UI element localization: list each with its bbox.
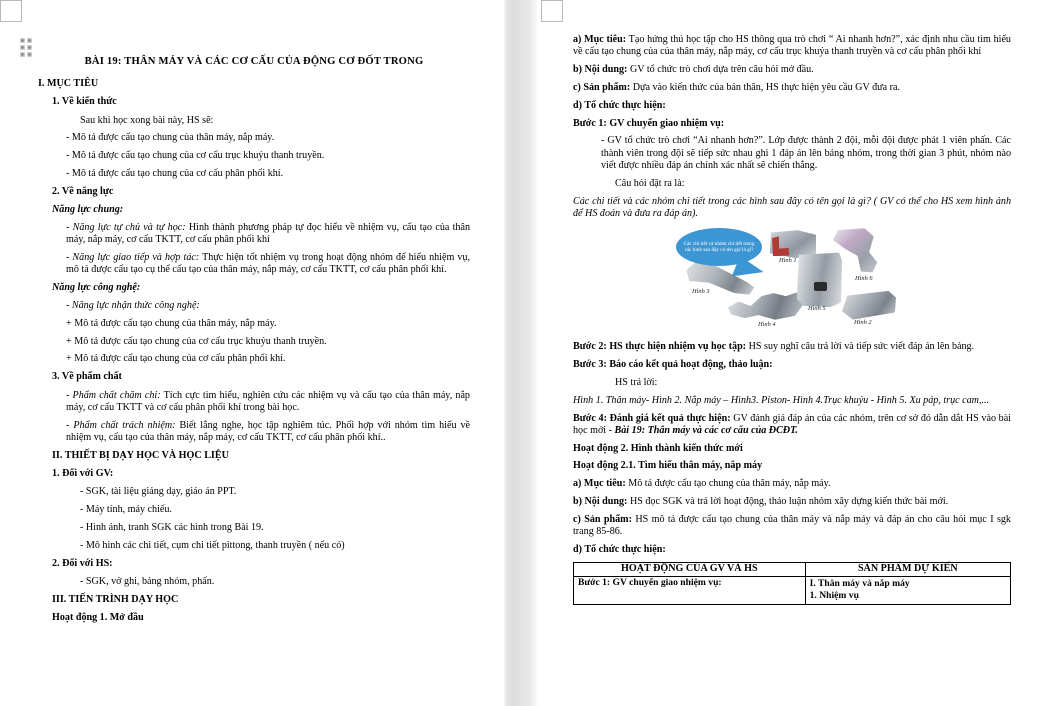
heading-to-chuc-thuc-hien: d) Tổ chức thực hiện:: [573, 99, 666, 111]
body-nang-luc-giao-tiep: Thực hiện tốt nhiệm vụ trong hoạt động nhóm để hiểu nhiệm vụ, mô tả được cấu tạo cụ thể cấu tạo của thân máy, nắp máy, cơ cấu TKTT, cơ cấu phân phối khí.: [66, 252, 470, 276]
handle-dot: [27, 45, 32, 50]
bullet-hs-1: - SGK, vở ghi, bảng nhóm, phấn.: [80, 575, 215, 587]
text-dap-an-hinh: Hình 1. Thân máy- Hình 2. Nắp máy – Hình3. Piston- Hình 4.Trục khuỷu - Hình 5. Xu páp, trục cam,...: [573, 394, 990, 406]
para-nang-luc-tu-chu: [38, 222, 470, 247]
heading-doi-voi-hs: 2. Đối với HS:: [52, 557, 113, 569]
page-corner-mark-top-left: [541, 0, 563, 22]
label-nang-luc-giao-tiep: - Năng lực giao tiếp và hợp tác:: [66, 252, 200, 264]
table-cell-line-2: 1. Nhiệm vụ: [809, 590, 859, 602]
handle-dot: [27, 38, 32, 43]
page-corner-mark-top-right: [0, 0, 22, 22]
label-nang-luc-tu-chu: - Năng lực tự chủ và tự học:: [66, 221, 186, 233]
body-pham-chat-cham-chi: Tích cực tìm hiểu, nghiên cứu các nhiệm vụ và cấu tạo của thân máy, nắp máy, cơ cấu TKTT và cơ cấu phân phối khí trong bài học.: [66, 389, 470, 413]
heading-hoat-dong-1: Hoạt động 1. Mở đầu: [52, 612, 144, 624]
heading-buoc-1: Bước 1: GV chuyển giao nhiệm vụ:: [573, 117, 725, 129]
document-page-right[interactable]: [541, 0, 1041, 706]
body-c-san-pham: HS mô tả được cấu tạo chung của thân máy và nắp máy và đáp án cho câu hỏi mục I sgk trang 85-86.: [573, 513, 1011, 538]
bullet-cong-nghe-3: + Mô tả được cấu tạo chung của cơ cấu phân phối khí.: [66, 353, 286, 365]
caption-hinh-5: Hình 5: [808, 305, 826, 313]
body-san-pham: Dựa vào kiến thức của bản thân, HS thực hiện yêu cầu GV đưa ra.: [630, 81, 900, 93]
label-nang-luc-nhan-thuc: - Năng lực nhận thức công nghệ:: [66, 299, 200, 311]
figure-engine-parts: [662, 228, 922, 334]
para-c-san-pham: [573, 514, 1011, 539]
bullet-kien-thuc-3: - Mô tả được cấu tạo chung của cơ cấu phân phối khí.: [66, 167, 284, 179]
heading-buoc-3: Bước 3: Báo cáo kết quả hoạt động, thảo luận:: [573, 359, 773, 371]
bullet-gv-2: - Máy tính, máy chiếu.: [80, 504, 172, 516]
body-buoc-1: - GV tổ chức trò chơi “Ai nhanh hơn?”. Lớp được thành 2 đội, mỗi đội được phát 1 viên phấn. Các thành viên trong đội sẽ tiếp sức nhau ghi 1 đáp án lên bảng nhóm, trong thời gian 3 phút, nhóm nào viết được nhiều đáp án chính xác nhất sẽ chiến thắng.: [601, 135, 1011, 171]
heading-ve-nang-luc: 2. Về năng lực: [52, 185, 114, 197]
para-buoc-2: [573, 341, 1011, 353]
table-header-row: [574, 562, 1011, 576]
body-muc-tieu: Tạo hứng thú học tập cho HS thông qua trò chơi “ Ai nhanh hơn?”, xác định nhu cầu tìm hiểu về cấu tạo chung của của thân máy, nắp máy, cơ cấu trục khuỷa thanh truyền và cơ cấu phân phối khí: [573, 34, 1011, 58]
body-noi-dung: GV tổ chức trò chơi dựa trên câu hỏi mở đầu.: [627, 64, 814, 76]
label-buoc-2: Bước 2: HS thực hiện nhiệm vụ học tập:: [573, 341, 747, 353]
caption-hinh-2: Hình 2: [854, 319, 872, 327]
label-pham-chat-trach-nhiem: - Phẩm chất trách nhiệm:: [66, 419, 176, 431]
page-corner-mark-bottom-left: [541, 0, 563, 22]
bullet-cong-nghe-1: + Mô tả được cấu tạo chung của thân máy, nắp máy.: [66, 317, 277, 329]
label-a-muc-tieu: a) Mục tiêu:: [573, 478, 626, 490]
body-buoc-4-bai-19: Bài 19: Thân máy và các cơ cấu của ĐCĐT.: [614, 424, 798, 436]
bullet-gv-3: - Hình ảnh, tranh SGK các hình trong Bài 19.: [80, 522, 264, 534]
page-corner-mark-bottom-right: [541, 0, 563, 22]
document-page-left[interactable]: [0, 0, 500, 706]
heading-nang-luc-cong-nghe: Năng lực công nghệ:: [52, 282, 141, 294]
para-b-noi-dung: [573, 496, 1011, 508]
para-pham-chat-trach-nhiem: [38, 420, 470, 445]
label-b-noi-dung: b) Nội dung:: [573, 496, 628, 508]
body-pham-chat-trach-nhiem: Biết lắng nghe, học tập nghiêm túc. Phối hợp với nhóm tìm hiểu về nhiệm vụ, cấu tạo của thân máy, nắp máy, cơ cấu TKTT, cơ cấu phân phối khí..: [66, 419, 470, 443]
para-san-pham: [573, 82, 1011, 94]
heading-d-to-chuc: d) Tổ chức thực hiện:: [573, 544, 666, 555]
para-noi-dung: [573, 64, 1011, 76]
label-muc-tieu: a) Mục tiêu:: [573, 34, 627, 45]
bullet-gv-4: - Mô hình các chi tiết, cụm chi tiết pittong, thanh truyền ( nếu có): [80, 539, 345, 551]
speech-bubble: Các chi tiết và nhóm chi tiết trong các hình sau đây có tên gọi là gì?: [676, 228, 762, 266]
bullet-kien-thuc-2: - Mô tả được cấu tạo chung của cơ cấu trục khuỷu thanh truyền.: [66, 150, 325, 162]
body-b-noi-dung: HS đọc SGK và trả lời hoạt động, thảo luận nhóm xây dựng kiến thức bài mới.: [627, 496, 949, 508]
heading-tien-trinh-day-hoc: III. TIẾN TRÌNH DẠY HỌC: [52, 593, 179, 605]
handle-dot: [20, 45, 25, 50]
heading-muc-tieu: I. MỤC TIÊU: [38, 77, 99, 89]
right-page-content: [573, 34, 1011, 605]
handle-dot: [27, 52, 32, 57]
heading-doi-voi-gv: 1. Đối với GV:: [52, 468, 114, 480]
table-header-hoat-dong: HOẠT ĐỘNG CỦA GV VÀ HS: [574, 562, 806, 576]
handle-dot: [20, 52, 25, 57]
table-cell-san-pham: [805, 576, 1010, 604]
heading-ve-kien-thuc: 1. Về kiến thức: [52, 96, 117, 108]
lesson-title: BÀI 19: THÂN MÁY VÀ CÁC CƠ CẤU CỦA ĐỘNG CƠ ĐỐT TRONG: [84, 56, 424, 67]
page-corner-mark-bottom-right: [0, 0, 22, 22]
activity-table: [573, 562, 1011, 605]
heading-hoat-dong-2: Hoạt động 2. Hình thành kiến thức mới: [573, 442, 743, 454]
table-cell-buoc-1: Bước 1: GV chuyển giao nhiệm vụ:: [574, 576, 806, 604]
text-sau-khi-hoc: Sau khi học xong bài này, HS sẽ:: [80, 114, 214, 126]
label-pham-chat-cham-chi: - Phẩm chất chăm chỉ:: [66, 389, 161, 401]
body-buoc-4: GV đánh giá đáp án của các nhóm, trên cơ sở đó dẫn dắt HS vào bài học mới -: [573, 412, 1011, 436]
table-row: [574, 576, 1011, 604]
para-muc-tieu: [573, 34, 1011, 59]
table-move-handle-icon[interactable]: [20, 38, 33, 58]
caption-hinh-1: Hình 1: [779, 257, 797, 265]
page-gutter: [500, 0, 541, 706]
table-header-san-pham: SẢN PHẨM DỰ KIẾN: [805, 562, 1010, 576]
bullet-gv-1: - SGK, tài liệu giảng dạy, giáo án PPT.: [80, 486, 237, 498]
table-cell-line-1: I. Thân máy và nắp máy: [809, 577, 910, 589]
body-a-muc-tieu: Mô tả được cấu tạo chung của thân máy, nắp máy.: [625, 478, 831, 490]
photo-hinh-2-nap-may: [842, 290, 896, 320]
heading-ve-pham-chat: 3. Về phẩm chất: [52, 371, 122, 383]
handle-dot: [20, 38, 25, 43]
body-nang-luc-tu-chu: Hình thành phương pháp tự đọc hiểu về nhiệm vụ, cấu tạo của thân máy, nắp máy, cơ cấu TKTT, cơ cấu phân phối khí: [66, 221, 471, 246]
photo-hinh-5-piston: [795, 250, 843, 308]
caption-hinh-4: Hình 4: [758, 321, 776, 329]
text-cau-hoi-noi-dung: Các chi tiết và các nhóm chi tiết trong các hình sau đây có tên gọi là gì? ( GV có thể cho HS xem hình ảnh để HS đoán và đưa ra đáp án).: [573, 195, 1011, 219]
bullet-cong-nghe-2: + Mô tả được cấu tạo chung của cơ cấu trục khuỷu thanh truyền.: [66, 335, 327, 347]
text-cau-hoi-dat-ra: Câu hỏi đặt ra là:: [615, 177, 685, 189]
page-corner-mark-top-left: [0, 0, 22, 22]
caption-hinh-3: Hình 3: [692, 288, 710, 296]
text-hs-tra-loi: HS trả lời:: [615, 376, 658, 388]
body-buoc-2: HS suy nghĩ câu trả lời và tiếp sức viết đáp án lên bảng.: [746, 341, 975, 353]
heading-nang-luc-chung: Năng lực chung:: [52, 204, 124, 216]
page-corner-mark-bottom-left: [0, 0, 22, 22]
heading-thiet-bi-day-hoc: II. THIẾT BỊ DẠY HỌC VÀ HỌC LIỆU: [52, 449, 229, 461]
label-c-san-pham: c) Sản phẩm:: [573, 513, 632, 525]
photo-hinh-5-pin-hole: [814, 282, 827, 291]
left-page-content: [38, 56, 470, 630]
para-buoc-4: [573, 413, 1011, 438]
page-corner-mark-top-right: [541, 0, 563, 22]
label-buoc-4: Bước 4: Đánh giá kết quả thực hiện:: [573, 412, 731, 424]
para-a-muc-tieu: [573, 478, 1011, 490]
bullet-kien-thuc-1: - Mô tả được cấu tạo chung của thân máy, nắp máy.: [66, 132, 275, 144]
label-noi-dung: b) Nội dung:: [573, 64, 628, 76]
heading-hoat-dong-2-1: Hoạt động 2.1. Tìm hiểu thân máy, nắp máy: [573, 460, 763, 472]
para-pham-chat-cham-chi: [38, 390, 470, 415]
para-nang-luc-giao-tiep: [38, 252, 470, 277]
caption-hinh-6: Hình 6: [855, 275, 873, 283]
label-san-pham: c) Sản phẩm:: [573, 81, 631, 93]
